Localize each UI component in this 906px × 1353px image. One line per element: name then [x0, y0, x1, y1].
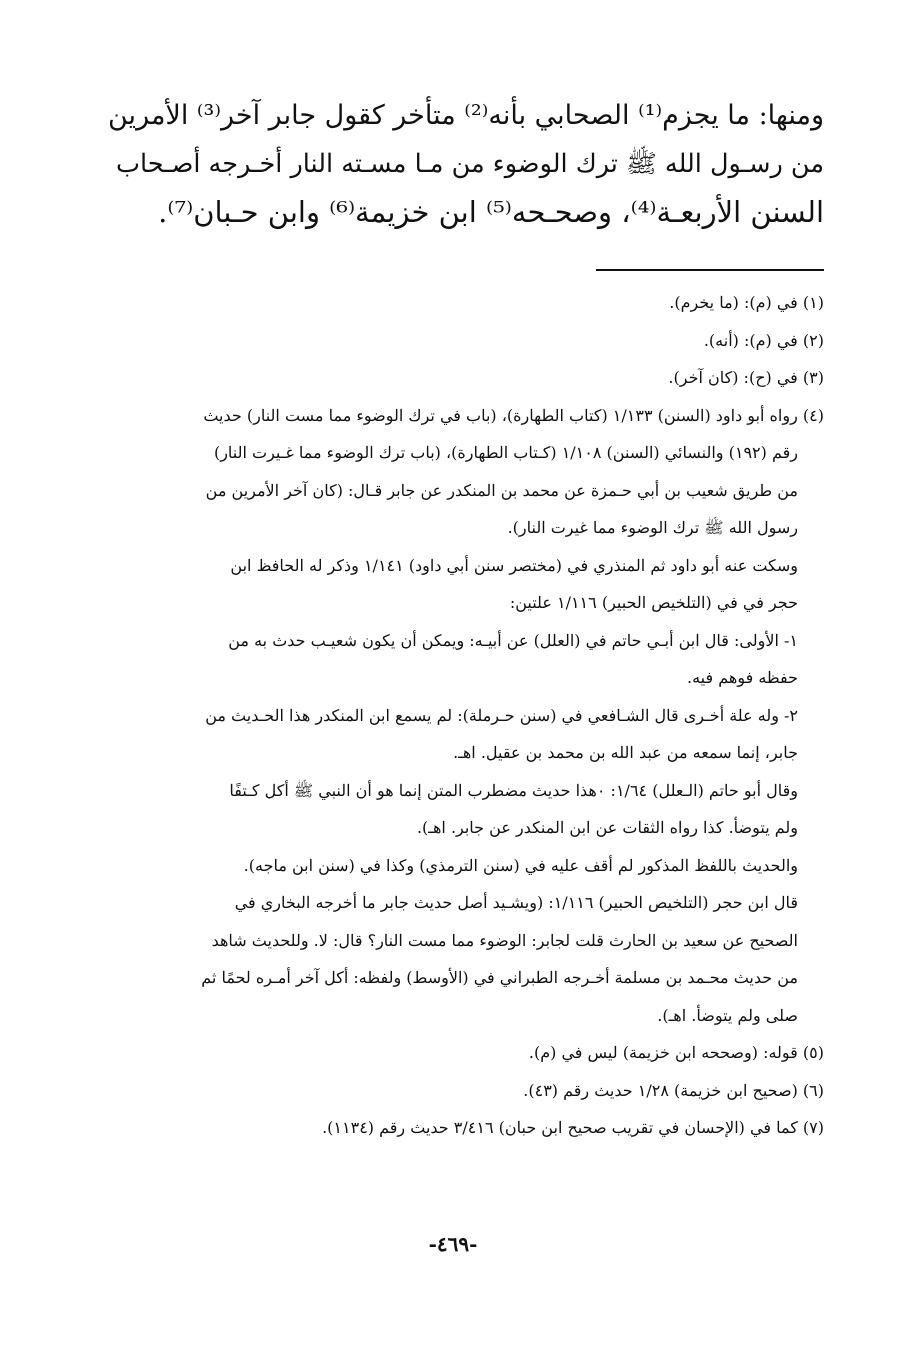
footnote-line: (١) في (م): (ما يخرم).	[669, 293, 824, 312]
page-number: -٤٦٩-	[428, 1232, 478, 1256]
footnote-line: من حديث محـمد بن مسلمة أخـرجه الطبراني في (الأوسط) ولفظه: أكل آخر أمـره لحمًا ثم	[201, 968, 798, 987]
footnote-line: وقال أبو حاتم (الـعلل) ١/٦٤: ٠هذا حديث مضطرب المتن إنما هو أن النبي ﷺ أكل كـتفًا	[229, 780, 798, 800]
footnote-line: حجر في في (التلخيص الحبير) ١/١١٦ علتين:	[509, 593, 798, 612]
footnote-separator	[596, 269, 824, 271]
footnote-line: (٢) في (م): (أنه).	[703, 330, 824, 350]
footnote-line: صلى ولم يتوضأ. اهـ).	[657, 1005, 798, 1025]
footnote-line: رسول الله ﷺ ترك الوضوء مما غيرت النار).	[507, 518, 798, 537]
footnote-line: (٧) كما في (الإحسان في تقريب صحيح ابن حبان) ٣/٤١٦ حديث رقم (١١٣٤).	[322, 1118, 824, 1137]
footnote-line: ٢- وله علة أخـرى قال الشـافعي في (سنن حـرملة): لم يسمع ابن المنكدر هذا الحـديث من	[205, 705, 798, 725]
footnote-line: ١- الأولى: قال ابن أبـي حاتم في (العلل) عن أبيـه: ويمكن أن يكون شعيـب حدث به من	[228, 630, 798, 650]
footnote-line: (٤) رواه أبو داود (السنن) ١/١٣٣ (كتاب الطهارة)، (باب في ترك الوضوء مما مست النار) حديث	[203, 405, 824, 425]
footnote-line: حفظه فوهم فيه.	[687, 668, 798, 687]
footnote-line: (٣) في (ح): (كان آخر).	[668, 368, 824, 387]
footnote-line: ولم يتوضأ. كذا رواه الثقات عن ابن المنكدر عن جابر. اهـ).	[416, 818, 798, 837]
footnote-line: وسكت عنه أبو داود ثم المنذري في (مختصر سنن أبي داود) ١/١٤١ وذكر له الحافظ ابن	[230, 555, 798, 575]
main-text	[104, 92, 824, 236]
footnote-line: رقم (١٩٢) والنسائي (السنن) ١/١٠٨ (كـتاب الطهارة)، (باب ترك الوضوء مما غـيرت النار)	[213, 443, 798, 462]
footnote-line: (٦) (صحيح ابن خزيمة) ١/٢٨ حديث رقم (٤٣).	[523, 1080, 824, 1100]
footnote-line: قال ابن حجر (التلخيص الحبير) ١/١١٦: (ويشـيد أصل حديث جابر ما أخرجه البخاري في	[234, 893, 798, 912]
footnote-line: (٥) قوله: (وصححه ابن خزيمة) ليس في (م).	[528, 1043, 824, 1062]
footnote-line: الصحيح عن سعيد بن الحارث قلت لجابر: الوضوء مما مست النار؟ قال: لا. وللحديث شاهد	[211, 930, 798, 950]
main-text-line: السنن الأربعـة⁽⁴⁾، وصحـحه⁽⁵⁾ ابن خزيمة⁽⁶⁾ وابن حـبان⁽⁷⁾.	[158, 195, 824, 229]
footnote-line: جابر، إنما سمعه من عبد الله بن محمد بن عقيل. اهـ.	[453, 743, 798, 762]
main-text-line: ومنها: ما يجزم⁽¹⁾ الصحابي بأنه⁽²⁾ متأخر كقول جابر آخر⁽³⁾ الأمرين	[108, 100, 824, 131]
footnote-line: والحديث باللفظ المذكور لم أقف عليه في (سنن الترمذي) وكذا في (سنن ابن ماجه).	[243, 855, 798, 875]
footnotes	[112, 284, 824, 1147]
main-text-line: من رسـول الله ﷺ ترك الوضوء من مـا مسـته النار أخـرجه أصـحاب	[116, 149, 824, 179]
footnote-line: من طريق شعيب بن أبي حـمزة عن محمد بن المنكدر عن جابر قـال: (كان آخر الأمرين من	[205, 480, 798, 500]
